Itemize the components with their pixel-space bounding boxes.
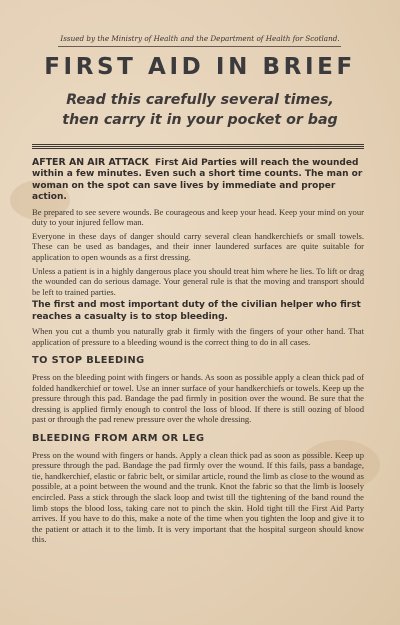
- subtitle: [0, 90, 400, 130]
- arm-leg-heading: BLEEDING FROM ARM OR LEG: [32, 432, 205, 444]
- air-attack-paragraph: When you cut a thumb you naturally grab it firmly with the fingers of your other hand. That application of pressure to a bleeding wound is the correct thing to do in all cases.: [32, 326, 364, 347]
- stop-bleeding-heading: TO STOP BLEEDING: [32, 355, 145, 367]
- page-title: FIRST AID IN BRIEF: [44, 54, 356, 80]
- air-attack-paragraph: Unless a patient is in a highly dangerous place you should treat him where he lies. To lift or drag the wounded can do serious damage. Your general rule is that the moving and transport should be left to trained parties.: [32, 265, 364, 297]
- air-attack-paragraph: Be prepared to see severe wounds. Be courageous and keep your head. Keep your mind on your duty to your injured fellow man.: [32, 206, 364, 228]
- title-divider-thin: [32, 148, 364, 149]
- air-attack-paragraph: Everyone in these days of danger should carry several clean handkerchiefs or small towels. These can be used as bandages, and their inner laundered surfaces are quite suitable for application to open wounds as a first dressing.: [32, 230, 364, 262]
- air-attack-lead: [32, 157, 364, 204]
- air-attack-lead-text: First Aid Parties will reach the wounded within a few minutes. Even such a short time counts. The man or woman on the spot can save lives by immediate and proper action.: [32, 158, 363, 203]
- air-attack-heading: AFTER AN AIR ATTACK: [32, 157, 149, 168]
- subtitle-line-1: Read this carefully several times,: [66, 92, 334, 108]
- first-duty-statement: The first and most important duty of the civilian helper who first reaches a casualty is to stop bleeding.: [32, 300, 361, 322]
- arm-leg-paragraph: Press on the wound with fingers or hands. Apply a clean thick pad as soon as possible. Keep up pressure through the pad. Bandage the pad firmly over the wound. If this fails, pass a bandage, tie, handkerchief, elastic or fabric belt, or similar article, round the limb as close to the wound as possible, at a point between the wound and the trunk. Knot the fabric so that the limb is loosely encircled. Pass a stick through the slack loop and twist till the tightening of the band round the limb stops the blood loss, taking care not to pinch the skin. Hold tight till the First Aid Party arrives. If you have to do this, make a note of the time when you tighten the loop and give it to the patient or attach it to the limb. It is very important that the hospital surgeon should know this.: [32, 449, 364, 545]
- title-divider: [32, 144, 364, 147]
- issued-underline: [58, 46, 341, 47]
- stop-bleeding-paragraph: Press on the bleeding point with fingers or hands. As soon as possible apply a clean thick pad of folded handkerchief or towel. Use an inner surface of your handkerchiefs or towels. Keep up the pressure through this pad. Bandage the pad firmly in position over the wound. Be sure that the dressing is applied firmly enough to control the loss of blood. If there is still oozing of blood past or through the pad renew pressure over the whole dressing.: [32, 371, 364, 425]
- leaflet-body: [32, 157, 364, 548]
- issued-by-line: Issued by the Ministry of Health and the Department of Health for Scotland.: [60, 34, 340, 43]
- subtitle-line-2: then carry it in your pocket or bag: [62, 112, 338, 128]
